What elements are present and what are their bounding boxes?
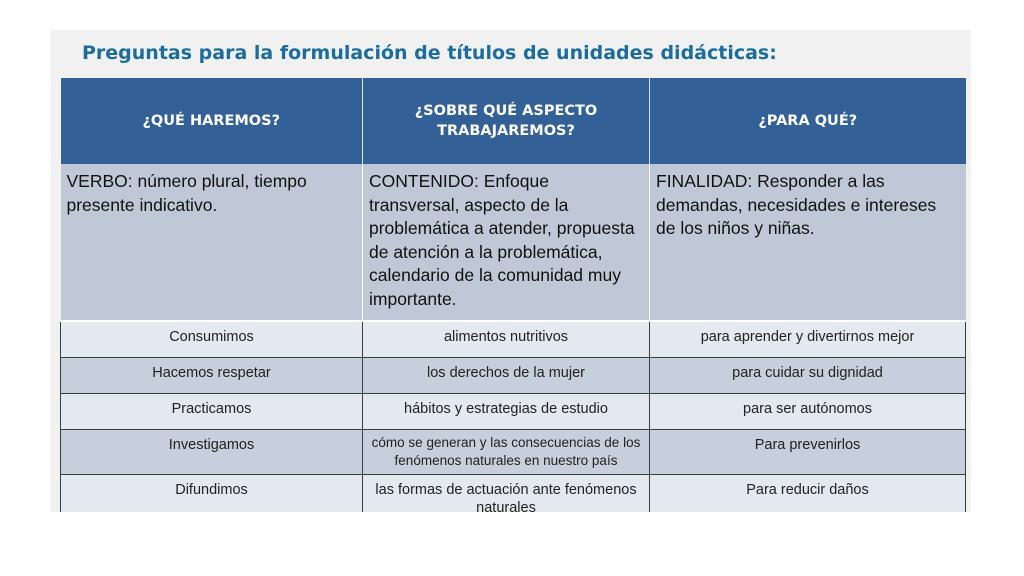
table-cell-purpose: Para reducir daños (650, 475, 966, 513)
table-cell-verb: Practicamos (61, 394, 363, 430)
table-row (61, 430, 966, 475)
table-cell-content: los derechos de la mujer (363, 358, 650, 394)
table-cell-verb: Difundimos (61, 475, 363, 513)
table-cell-purpose: para ser autónomos (650, 394, 966, 430)
header-para-que: ¿PARA QUÉ? (650, 78, 966, 164)
table-row (61, 475, 966, 513)
units-table (60, 78, 966, 512)
table-cell-purpose: Para prevenirlos (650, 430, 966, 475)
table-row (61, 358, 966, 394)
description-finalidad: FINALIDAD: Responder a las demandas, necesidades e intereses de los niños y niñas. (650, 164, 966, 321)
table-row (61, 321, 966, 358)
description-contenido: CONTENIDO: Enfoque transversal, aspecto de la problemática a atender, propuesta de atención a la problemática, calendario de la comunidad muy importante. (363, 164, 650, 321)
table-cell-content: cómo se generan y las consecuencias de los fenómenos naturales en nuestro país (363, 430, 650, 475)
table-cell-verb: Investigamos (61, 430, 363, 475)
table-cell-content: hábitos y estrategias de estudio (363, 394, 650, 430)
header-row (61, 78, 966, 164)
table-cell-verb: Hacemos respetar (61, 358, 363, 394)
header-sobre-que-aspecto: ¿SOBRE QUÉ ASPECTO TRABAJAREMOS? (363, 78, 650, 164)
header-que-haremos: ¿QUÉ HAREMOS? (61, 78, 363, 164)
table-cell-verb: Consumimos (61, 321, 363, 358)
description-verbo: VERBO: número plural, tiempo presente indicativo. (61, 164, 363, 321)
description-row (61, 164, 966, 321)
table-cell-content: alimentos nutritivos (363, 321, 650, 358)
table-cell-content: las formas de actuación ante fenómenos naturales (363, 475, 650, 513)
slide-title: Preguntas para la formulación de títulos de unidades didácticas: (82, 42, 777, 64)
slide (51, 30, 971, 512)
table-row (61, 394, 966, 430)
table-cell-purpose: para aprender y divertirnos mejor (650, 321, 966, 358)
table-cell-purpose: para cuidar su dignidad (650, 358, 966, 394)
